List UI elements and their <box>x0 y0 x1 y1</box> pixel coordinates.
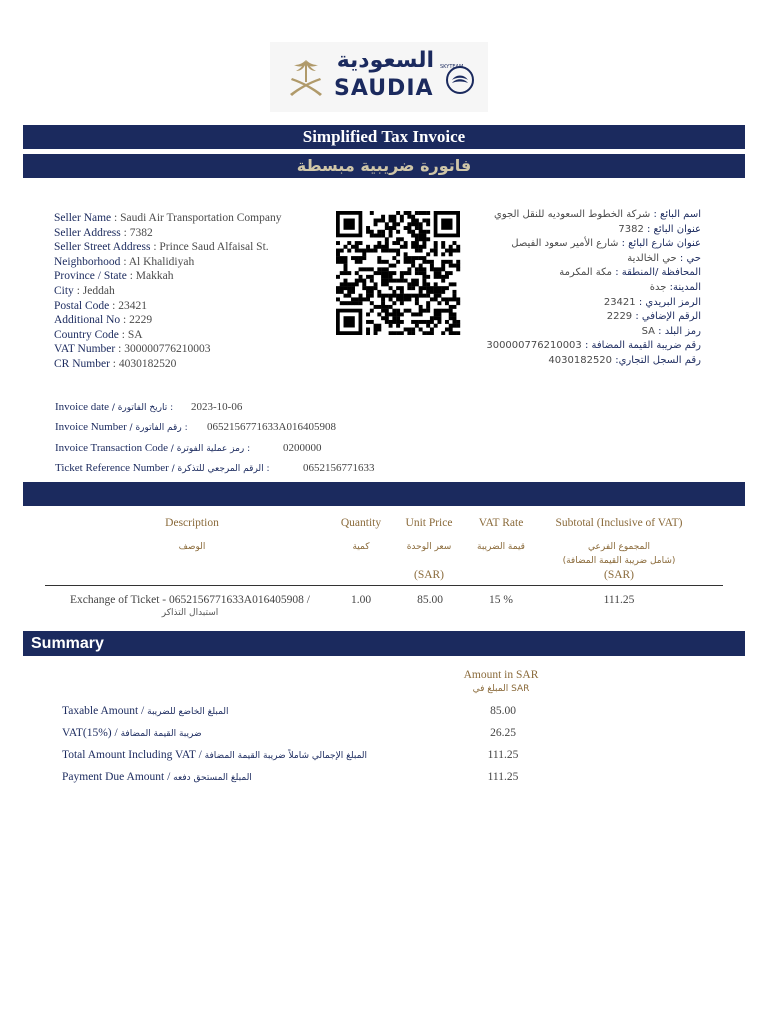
seller-field-en: Additional No : 2229 <box>54 314 153 327</box>
summary-amount-header-ar: المبلغ في SAR <box>472 684 530 694</box>
seller-field-value-ar: SA <box>641 325 655 337</box>
palm-swords-emblem-icon <box>284 56 328 100</box>
row-subtotal: 111.25 <box>603 594 635 606</box>
seller-field-ar <box>486 208 701 223</box>
seller-field-ar <box>486 281 701 296</box>
header-subtotal-unit: (SAR) <box>603 569 635 581</box>
seller-field-value-ar: 2229 <box>606 311 633 323</box>
seller-field-label: Postal Code <box>54 299 110 312</box>
summary-row-label <box>62 727 202 739</box>
summary-row-label-ar: المبلغ الإجمالي شاملاً ضريبة القيمة المضافة <box>204 751 368 761</box>
summary-title: Summary <box>23 631 745 656</box>
invoice-meta-row <box>55 442 455 458</box>
summary-amount-header: Amount in SAR <box>463 669 539 681</box>
header-subtotal-ar2: (شامل ضريبة القيمة المضافة) <box>562 556 676 566</box>
invoice-meta-label-ar: / رمز عملية الفوترة : <box>170 444 251 454</box>
header-description-ar: الوصف <box>178 542 206 552</box>
summary-row-value: 26.25 <box>490 727 516 739</box>
seller-field-ar <box>486 237 701 252</box>
seller-field-value-ar: شارع الأمير سعود الفيصل <box>511 238 619 250</box>
seller-field-label: Seller Name <box>54 212 112 224</box>
seller-field-value: 300000776210003 <box>124 343 211 356</box>
seller-field-ar <box>486 223 701 238</box>
invoice-meta-value: 0200000 <box>283 442 322 454</box>
seller-field-value: Jeddah <box>82 284 115 297</box>
seller-field-en: Seller Street Address : Prince Saud Alfaisal St. <box>54 241 269 254</box>
invoice-meta-label: Invoice date <box>55 401 110 413</box>
seller-field-label: Seller Street Address <box>54 241 151 254</box>
seller-field-label-ar: المدينة: <box>669 281 701 293</box>
seller-field-label-ar: رمز البلد : <box>658 325 701 337</box>
seller-field-label-ar: اسم البائع : <box>653 209 701 220</box>
invoice-meta-row <box>55 401 455 417</box>
seller-field-label-ar: الرمز البريدي : <box>638 296 701 308</box>
seller-field-value: SA <box>127 328 143 341</box>
summary-row-label <box>62 705 229 717</box>
title-arabic: فاتورة ضريبية مبسطة <box>23 154 745 178</box>
invoice-meta-label-ar: / تاريخ الفاتورة : <box>111 403 174 413</box>
seller-field-label-ar: حي : <box>679 252 701 264</box>
seller-field-value: Saudi Air Transportation Company <box>120 212 282 224</box>
summary-row-label <box>62 749 367 761</box>
invoice-meta-value: 2023-10-06 <box>191 401 243 413</box>
header-vat-rate: VAT Rate <box>478 517 524 529</box>
summary-row-label <box>62 771 252 783</box>
seller-field-label-ar: رقم السجل التجاري: <box>615 354 701 366</box>
row-quantity: 1.00 <box>350 594 372 606</box>
seller-field-ar <box>486 325 701 340</box>
row-unit-price: 85.00 <box>417 594 443 606</box>
row-vat-rate: 15 % <box>489 594 513 606</box>
seller-field-value-ar: جدة <box>649 281 667 293</box>
seller-info-arabic <box>486 208 701 369</box>
seller-field-en: Postal Code : 23421 <box>54 299 147 312</box>
seller-field-value: 23421 <box>118 299 147 312</box>
qr-code <box>333 211 464 335</box>
header-unit-price-unit: (SAR) <box>413 569 445 581</box>
seller-field-label: Country Code <box>54 328 119 341</box>
seller-field-value: Makkah <box>135 270 174 283</box>
seller-field-label: CR Number <box>54 357 110 370</box>
seller-field-en: VAT Number : 300000776210003 <box>54 343 211 356</box>
row-description: Exchange of Ticket - 0652156771633A016405908 / <box>70 594 310 606</box>
seller-field-value: Al Khalidiyah <box>128 255 195 268</box>
seller-field-label: Neighborhood <box>54 255 121 268</box>
header-quantity-ar: كمية <box>352 542 370 552</box>
summary-row-label-en: Payment Due Amount / <box>62 771 171 783</box>
logo-arabic-text: السعودية <box>336 48 434 73</box>
seller-field-label: City <box>54 284 74 297</box>
summary-row-value: 85.00 <box>490 705 516 717</box>
summary-row-label-en: Taxable Amount / <box>62 705 145 717</box>
table-header-bar <box>23 482 745 506</box>
summary-row-label-en: VAT(15%) / <box>62 727 118 739</box>
seller-field-value: 2229 <box>129 314 153 327</box>
seller-field-value-ar: 300000776210003 <box>486 340 582 352</box>
seller-info-english <box>54 211 281 372</box>
seller-field-label-ar: المحافظة /المنطقة : <box>615 267 701 279</box>
row-description-ar: استبدال التذاكر <box>161 608 219 618</box>
invoice-meta-label: Ticket Reference Number <box>55 462 169 474</box>
seller-field-value-ar: 7382 <box>618 223 644 235</box>
header-unit-price-ar: سعر الوحدة <box>406 542 452 552</box>
seller-field-value-ar: شركة الخطوط السعوديه للنقل الجوي <box>494 209 651 220</box>
skyteam-text: SKYTEAM <box>440 64 464 70</box>
invoice-meta-label: Invoice Transaction Code <box>55 442 169 454</box>
seller-field-label: Additional No <box>54 314 121 327</box>
seller-field-label-ar: عنوان البائع : <box>647 223 701 235</box>
header-subtotal-ar: المجموع الفرعي <box>588 542 650 552</box>
invoice-meta-label-ar: / الرقم المرجعي للتذكرة : <box>171 464 270 474</box>
invoice-meta-value: 0652156771633A016405908 <box>207 421 336 433</box>
header-quantity: Quantity <box>340 517 382 529</box>
seller-field-ar <box>486 354 701 369</box>
seller-field-value-ar: حي الخالدية <box>627 252 677 264</box>
seller-field-value: 4030182520 <box>118 357 177 370</box>
seller-field-value-ar: 23421 <box>603 296 636 308</box>
header-vat-rate-ar: قيمة الضريبة <box>477 542 525 552</box>
seller-field-ar <box>486 252 701 267</box>
seller-field-en: Province / State : Makkah <box>54 270 174 283</box>
logo-english-text: SAUDIA <box>334 76 434 101</box>
seller-field-ar <box>486 266 701 281</box>
seller-field-en: Neighborhood : Al Khalidiyah <box>54 255 195 268</box>
summary-row-label-ar: ضريبة القيمة المضافة <box>120 729 202 739</box>
seller-field-ar <box>486 310 701 325</box>
summary-row-value: 111.25 <box>487 771 519 783</box>
summary-row-label-ar: المبلغ الخاضع للضريبة <box>147 707 229 717</box>
seller-field-en: Seller Name : Saudi Air Transportation Company <box>54 212 282 224</box>
seller-field-label-ar: الرقم الإضافي : <box>635 311 701 323</box>
invoice-meta-row <box>55 462 455 478</box>
header-subtotal: Subtotal (Inclusive of VAT) <box>555 517 683 529</box>
header-unit-price: Unit Price <box>405 517 453 529</box>
table-divider <box>45 585 723 586</box>
summary-row-label-en: Total Amount Including VAT / <box>62 749 202 761</box>
seller-field-label-ar: رقم ضريبة القيمة المضافة : <box>584 340 701 352</box>
seller-field-label: VAT Number <box>54 343 116 356</box>
summary-row-value: 111.25 <box>487 749 519 761</box>
seller-field-value: Prince Saud Alfaisal St. <box>159 241 269 254</box>
invoice-meta-label: Invoice Number <box>55 421 127 433</box>
header-description: Description <box>165 517 219 529</box>
seller-field-en: Seller Address : 7382 <box>54 226 153 239</box>
seller-field-en: Country Code : SA <box>54 328 143 341</box>
seller-field-label: Seller Address <box>54 226 121 239</box>
seller-field-label-ar: عنوان شارع البائع : <box>621 238 701 250</box>
saudia-logo <box>270 42 488 112</box>
skyteam-icon <box>438 58 478 98</box>
seller-field-value: 7382 <box>129 226 153 239</box>
seller-field-value-ar: 4030182520 <box>548 354 613 366</box>
seller-field-ar <box>486 339 701 354</box>
invoice-meta-value: 0652156771633 <box>303 462 375 474</box>
invoice-meta-label-ar: / رقم الفاتورة : <box>129 423 188 433</box>
seller-field-en: CR Number : 4030182520 <box>54 357 177 370</box>
title-english: Simplified Tax Invoice <box>23 125 745 149</box>
invoice-meta-row <box>55 421 455 437</box>
seller-field-label: Province / State <box>54 270 127 283</box>
seller-field-ar <box>486 296 701 311</box>
seller-field-value-ar: مكة المكرمة <box>559 267 613 279</box>
seller-field-en: City : Jeddah <box>54 284 115 297</box>
summary-row-label-ar: المبلغ المستحق دفعه <box>173 773 252 783</box>
